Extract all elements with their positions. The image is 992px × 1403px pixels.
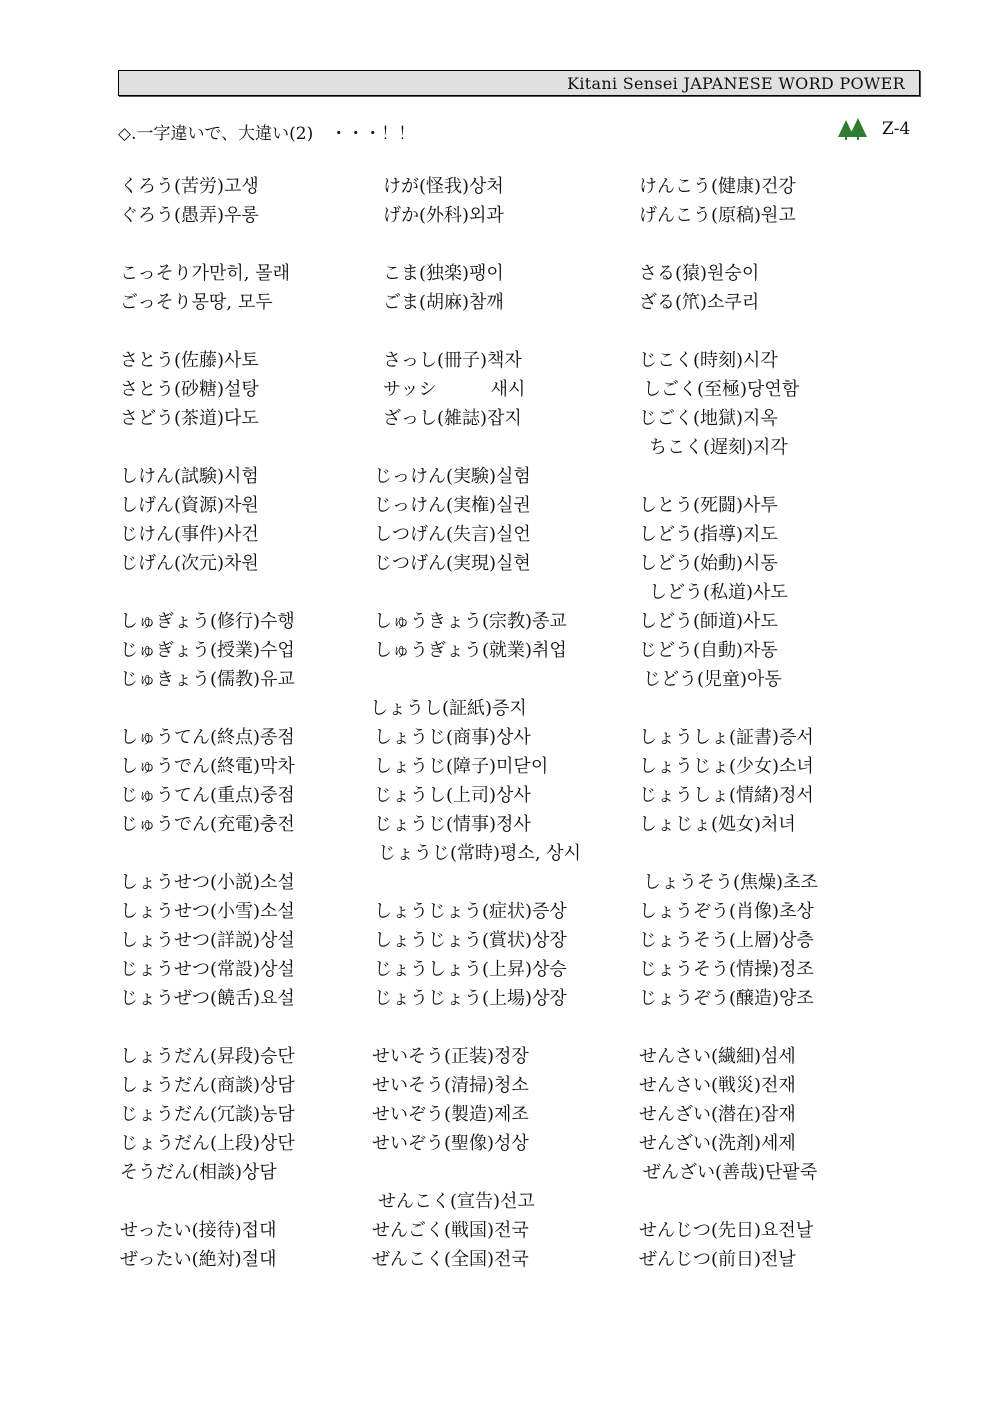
entry-juuten: じゅうてん(重点)중점 — [120, 785, 295, 806]
entry-jikken-2: じっけん(実権)실권 — [374, 495, 531, 516]
entry-jousou-1: じょうそう(上層)상층 — [639, 930, 814, 951]
entry-settai: せったい(接待)접대 — [120, 1220, 277, 1241]
entry-shousou: しょうそう(焦燥)초조 — [643, 872, 818, 893]
entry-goma: ごま(胡麻)참깨 — [383, 292, 504, 313]
entry-shoudan-1: しょうだん(昇段)승단 — [120, 1046, 295, 1067]
entry-shuugyou: しゅうぎょう(就業)취업 — [374, 640, 567, 661]
entry-jigen: じげん(次元)차원 — [120, 553, 259, 574]
entry-koma: こま(独楽)팽이 — [383, 263, 504, 284]
entry-shuukyou: しゅうきょう(宗教)종교 — [374, 611, 567, 632]
tree-icon — [836, 117, 870, 141]
entry-seizou-2: せいぞう(聖像)성상 — [372, 1133, 529, 1154]
entry-zenkoku: ぜんこく(全国)전국 — [372, 1249, 529, 1270]
entry-shidou-1: しどう(指導)지도 — [639, 524, 778, 545]
entry-jikoku: じこく(時刻)시각 — [639, 350, 778, 371]
entry-satou-1: さとう(佐藤)사토 — [120, 350, 259, 371]
entry-jousho: じょうしょ(情緒)정서 — [639, 785, 814, 806]
entry-jouji-1: じょうじ(情事)정사 — [374, 814, 531, 835]
entry-shousho: しょうしょ(証書)증서 — [639, 727, 814, 748]
entry-shiken: しけん(試験)시험 — [120, 466, 259, 487]
entry-senzai-1: せんざい(潜在)잠재 — [639, 1104, 796, 1125]
header-text: Kitani Sensei JAPANESE WORD POWER — [567, 74, 905, 93]
entry-shitou: しとう(死闘)사투 — [639, 495, 778, 516]
entry-shitsugen: しつげん(失言)실언 — [374, 524, 531, 545]
page-title: ◇.一字違いで、大違い(2) ・・・！！ — [118, 124, 416, 144]
entry-zenzai: ぜんざい(善哉)단팥죽 — [643, 1162, 818, 1183]
entry-jidou-1: じどう(自動)자동 — [639, 640, 778, 661]
entry-shouji-2: しょうじ(障子)미닫이 — [374, 756, 549, 777]
entry-shoujo: しょうじょ(少女)소녀 — [639, 756, 814, 777]
entry-chikoku: ちこく(遅刻)지각 — [649, 437, 788, 458]
entry-gossori: ごっそり몽땅, 모두 — [120, 292, 273, 313]
entry-satou-2: さとう(砂糖)설탕 — [120, 379, 259, 400]
entry-joujou: じょうじょう(上場)상장 — [374, 988, 567, 1009]
entry-jugyou: じゅぎょう(授業)수업 — [120, 640, 295, 661]
entry-sasshi-1: さっし(冊子)책자 — [383, 350, 522, 371]
entry-seisou-2: せいそう(清掃)청소 — [372, 1075, 529, 1096]
entry-seizou-1: せいぞう(製造)제조 — [372, 1104, 529, 1125]
entry-senjitsu: せんじつ(先日)요전날 — [639, 1220, 814, 1241]
entry-jouji-2: じょうじ(常時)평소, 상시 — [378, 843, 582, 864]
entry-shugyou: しゅぎょう(修行)수행 — [120, 611, 295, 632]
header-bar — [118, 70, 920, 96]
entry-joudan-1: じょうだん(冗談)농담 — [120, 1104, 295, 1125]
entry-geka: げか(外科)외과 — [383, 205, 504, 226]
entry-sadou: さどう(茶道)다도 — [120, 408, 259, 429]
entry-zettai: ぜったい(絶対)절대 — [120, 1249, 277, 1270]
entry-zaru: ざる(笊)소쿠리 — [639, 292, 760, 313]
entry-shidou-3: しどう(私道)사도 — [649, 582, 788, 603]
entry-sengoku: せんごく(戦国)전국 — [372, 1220, 529, 1241]
entry-jousou-2: じょうそう(情操)정조 — [639, 959, 814, 980]
entry-shuuten: しゅうてん(終点)종점 — [120, 727, 295, 748]
entry-senkoku: せんこく(宣告)선고 — [378, 1191, 535, 1212]
entry-shigen: しげん(資源)자원 — [120, 495, 259, 516]
entry-joudan-2: じょうだん(上段)상단 — [120, 1133, 295, 1154]
entry-shoushi: しょうし(証紙)증지 — [370, 698, 527, 719]
entry-shoujou-1: しょうじょう(症状)증상 — [374, 901, 567, 922]
entry-shoudan-2: しょうだん(商談)상담 — [120, 1075, 295, 1096]
entry-jikken-1: じっけん(実験)실험 — [374, 466, 531, 487]
entry-shidou-2: しどう(始動)시동 — [639, 553, 778, 574]
entry-shuuden: しゅうでん(終電)막차 — [120, 756, 295, 777]
entry-zenjitsu: ぜんじつ(前日)전날 — [639, 1249, 796, 1270]
entry-juuden: じゅうでん(充電)충전 — [120, 814, 295, 835]
entry-sensai-2: せんさい(戦災)전재 — [639, 1075, 796, 1096]
entry-jousetsu: じょうせつ(常設)상설 — [120, 959, 295, 980]
entry-seisou-1: せいそう(正装)정장 — [372, 1046, 529, 1067]
entry-jukyou: じゅきょう(儒教)유교 — [120, 669, 295, 690]
entry-jouzou: じょうぞう(醸造)양조 — [639, 988, 814, 1009]
entry-shouzou: しょうぞう(肖像)초상 — [639, 901, 814, 922]
entry-joushi: じょうし(上司)상사 — [374, 785, 531, 806]
entry-sensai-1: せんさい(繊細)섬세 — [639, 1046, 796, 1067]
entry-zasshi: ざっし(雑誌)잡지 — [383, 408, 522, 429]
entry-jidou-2: じどう(児童)아동 — [643, 669, 782, 690]
entry-shidou-4: しどう(師道)사도 — [639, 611, 778, 632]
entry-jiken: じけん(事件)사건 — [120, 524, 259, 545]
page-code: Z-4 — [882, 119, 911, 139]
entry-kossori: こっそり가만히, 몰래 — [120, 263, 291, 284]
entry-saru: さる(猿)원숭이 — [639, 263, 760, 284]
entry-sasshi-2: サッシ 새시 — [383, 379, 526, 400]
entry-shousetsu-3: しょうせつ(詳説)상설 — [120, 930, 295, 951]
entry-jigoku: じごく(地獄)지옥 — [639, 408, 778, 429]
entry-joushou: じょうしょう(上昇)상승 — [374, 959, 567, 980]
entry-kenkou: けんこう(健康)건강 — [639, 176, 796, 197]
entry-kega: けが(怪我)상처 — [383, 176, 504, 197]
entry-jouzetsu: じょうぜつ(饒舌)요설 — [120, 988, 295, 1009]
entry-shouji-1: しょうじ(商事)상사 — [374, 727, 531, 748]
entry-kurou: くろう(苦労)고생 — [120, 176, 259, 197]
entry-senzai-2: せんざい(洗剤)세제 — [639, 1133, 796, 1154]
entry-genkou: げんこう(原稿)원고 — [639, 205, 796, 226]
entry-shigoku: しごく(至極)당연함 — [643, 379, 800, 400]
entry-shojo: しょじょ(処女)처녀 — [639, 814, 796, 835]
entry-shousetsu-1: しょうせつ(小説)소설 — [120, 872, 295, 893]
entry-shousetsu-2: しょうせつ(小雪)소설 — [120, 901, 295, 922]
entry-jitsugen: じつげん(実現)실현 — [374, 553, 531, 574]
title-row — [118, 117, 920, 145]
entry-gurou: ぐろう(愚弄)우롱 — [120, 205, 259, 226]
entry-shoujou-2: しょうじょう(賞状)상장 — [374, 930, 567, 951]
entry-soudan: そうだん(相談)상담 — [120, 1162, 277, 1183]
